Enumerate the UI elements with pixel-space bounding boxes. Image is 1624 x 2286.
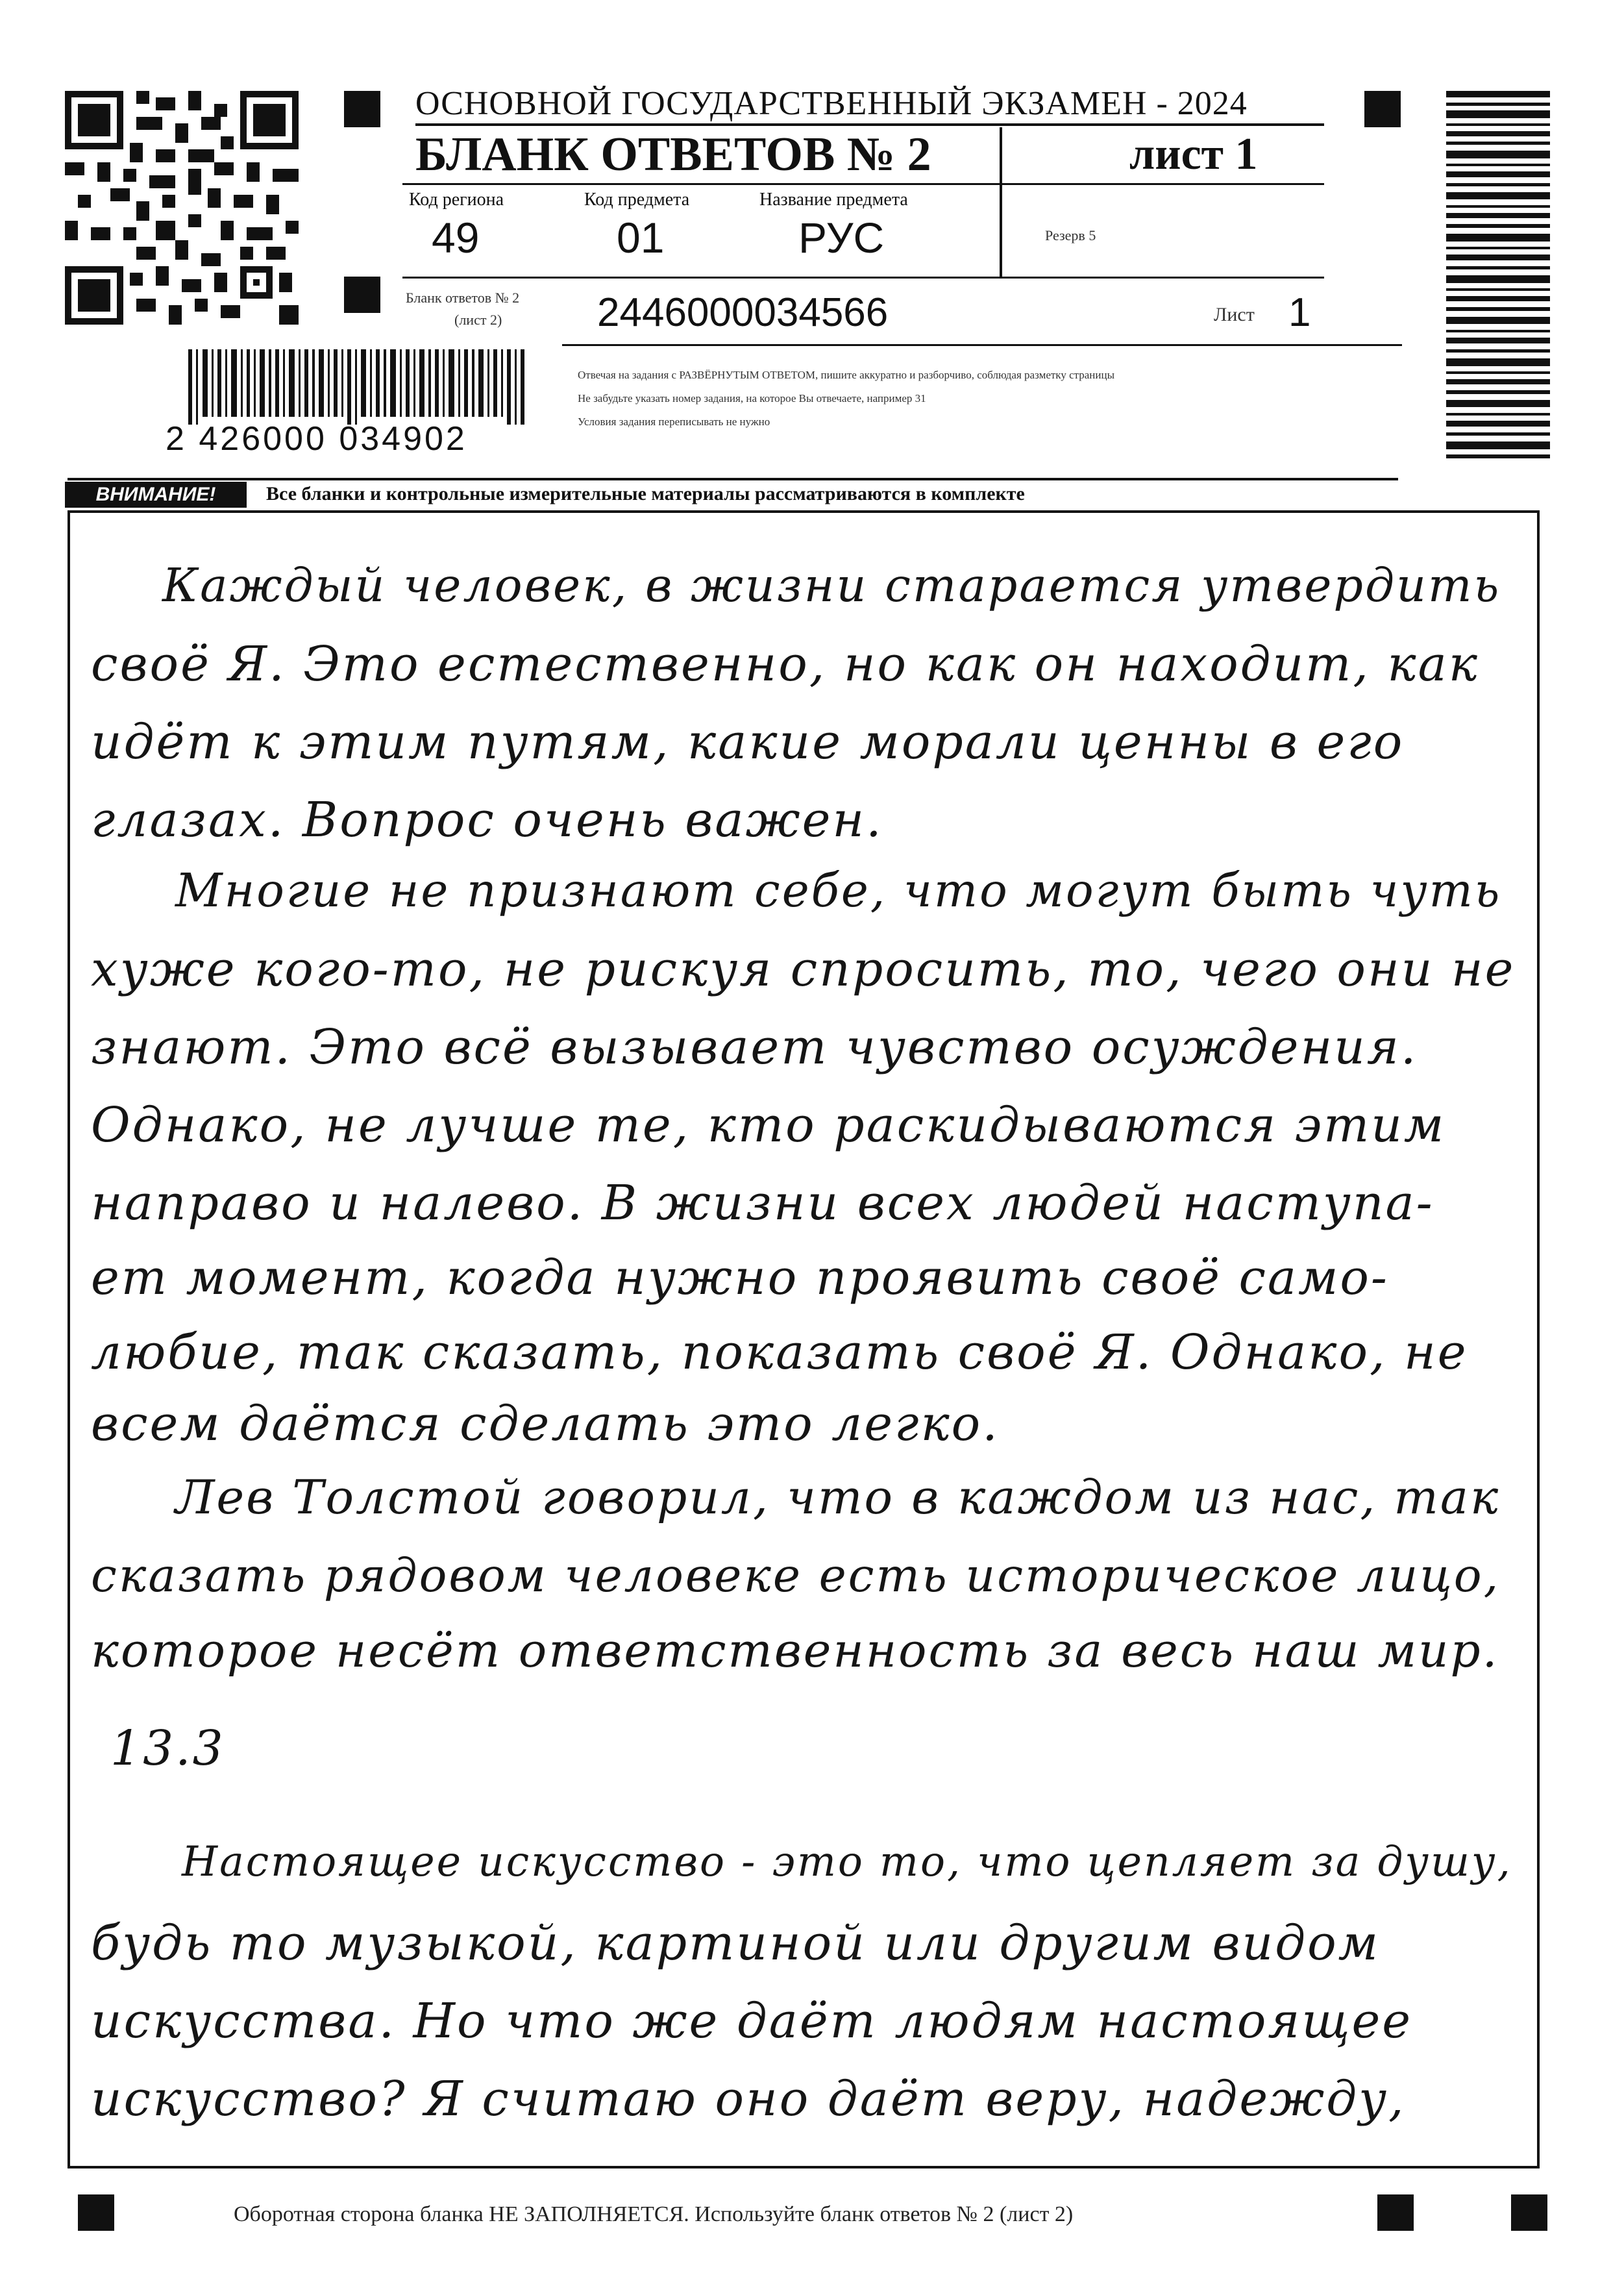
answer-line: искусства. Но что же даёт людям настоящее	[91, 1993, 1413, 2049]
registration-marker	[344, 277, 380, 313]
answer-line: ет момент, когда нужно проявить своё само-	[91, 1250, 1389, 1306]
region-label: Код региона	[409, 190, 504, 210]
divider	[1000, 183, 1324, 185]
answer-line: идёт к этим путям, какие морали ценны в его	[91, 714, 1405, 770]
reserve-label: Резерв 5	[1045, 227, 1096, 243]
exam-title: ОСНОВНОЙ ГОСУДАРСТВЕННЫЙ ЭКЗАМЕН - 2024	[415, 85, 1248, 122]
answer-line: Однако, не лучше те, кто раскидываются этим	[91, 1097, 1446, 1153]
divider	[68, 478, 1398, 480]
list-value: 1	[1288, 290, 1311, 335]
subject-code-label: Код предмета	[584, 190, 690, 210]
side-barcode	[1446, 91, 1550, 467]
registration-marker	[1511, 2194, 1547, 2231]
answer-line: знают. Это всё вызывает чувство осуждения.	[91, 1019, 1418, 1075]
answer-line: всем даётся сделать это легко.	[91, 1396, 1000, 1452]
answer-line: будь то музыкой, картиной или другим видом	[91, 1915, 1381, 1971]
form-ref-label: Бланк ответов № 2	[406, 290, 520, 306]
divider	[402, 183, 1000, 185]
title-underline	[415, 123, 1324, 126]
registration-marker	[1364, 91, 1401, 127]
subject-code-value: 01	[617, 214, 665, 262]
barcode-number: 2 426000 034902	[166, 420, 467, 458]
answer-line: сказать рядовом человеке есть историческое лицо,	[91, 1548, 1501, 1602]
answer-line: искусство? Я считаю оно даёт веру, надежду,	[91, 2071, 1406, 2127]
answer-line: Многие не признают себе, что могут быть чуть	[175, 863, 1502, 917]
answer-line: Лев Толстой говорил, что в каждом из нас, так	[175, 1471, 1501, 1525]
form-title: БЛАНК ОТВЕТОВ № 2	[415, 128, 931, 181]
answer-line: Настоящее искусство - это то, что цепляет за душу,	[182, 1837, 1512, 1885]
qr-code	[65, 91, 299, 325]
answer-line: любие, так сказать, показать своё Я. Однако, не	[91, 1324, 1468, 1380]
form-number: 2446000034566	[597, 290, 889, 335]
answer-line: направо и налево. В жизни всех людей наступа-	[91, 1175, 1434, 1231]
instruction-line: Условия задания переписывать не нужно	[578, 416, 770, 428]
answer-line: которое несёт ответственность за весь наш мир.	[91, 1623, 1499, 1678]
answer-line: хуже кого-то, не рискуя спросить, то, чего они не	[91, 941, 1516, 997]
form-ref-sublabel: (лист 2)	[454, 312, 502, 328]
answer-line: глазах. Вопрос очень важен.	[91, 792, 883, 848]
instruction-line: Не забудьте указать номер задания, на которое Вы отвечаете, например 31	[578, 392, 926, 404]
answer-line: Каждый человек, в жизни старается утвердить	[162, 558, 1501, 612]
registration-marker	[78, 2194, 114, 2231]
divider	[402, 277, 1324, 279]
divider	[1000, 127, 1002, 277]
warning-badge: ВНИМАНИЕ!	[65, 482, 247, 508]
sheet-label: лист 1	[1129, 129, 1258, 179]
divider	[562, 344, 1402, 346]
instruction-line: Отвечая на задания с РАЗВЁРНУТЫМ ОТВЕТОМ, пишите аккуратно и разборчиво, соблюдая разметку страницы	[578, 369, 1115, 381]
task-number: 13.3	[110, 1721, 225, 1776]
region-value: 49	[432, 214, 480, 262]
warning-text: Все бланки и контрольные измерительные материалы рассматриваются в комплекте	[266, 483, 1025, 504]
form-barcode	[188, 349, 526, 425]
subject-name-label: Название предмета	[759, 190, 908, 210]
footer-note: Оборотная сторона бланка НЕ ЗАПОЛНЯЕТСЯ. Используйте бланк ответов № 2 (лист 2)	[234, 2202, 1074, 2226]
registration-marker	[1377, 2194, 1414, 2231]
list-label: Лист	[1214, 304, 1255, 325]
registration-marker	[344, 91, 380, 127]
answer-line: своё Я. Это естественно, но как он находит, как	[91, 636, 1479, 692]
subject-name-value: РУС	[798, 214, 885, 262]
